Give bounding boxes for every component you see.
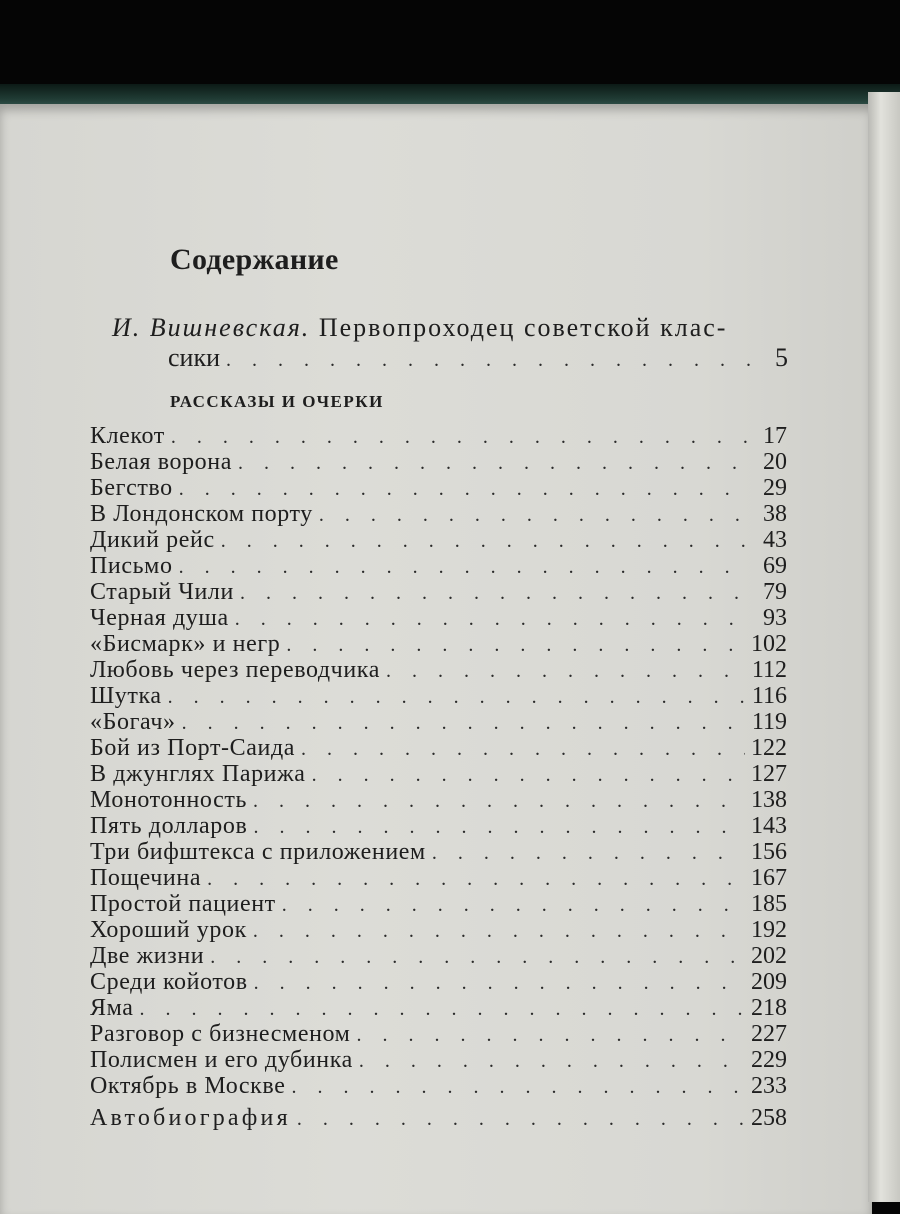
entry-title: В Лондонском порту: [90, 501, 313, 527]
leader-dots: [356, 1022, 745, 1048]
entry-title: Автобиография: [90, 1105, 291, 1131]
entry-page-number: 102: [751, 631, 787, 657]
entry-title: Среди койотов: [90, 969, 248, 995]
leader-dots: [291, 1074, 745, 1100]
entry-page-number: 112: [751, 657, 787, 683]
entry-title: Клекот: [90, 423, 165, 449]
entry-page-number: 69: [763, 553, 787, 579]
entry-title: «Бисмарк» и негр: [90, 631, 281, 657]
entry-page-number: 143: [751, 813, 787, 839]
entry-title: Хороший урок: [90, 917, 247, 943]
leader-dots: [297, 1106, 745, 1132]
toc-entry: [90, 787, 787, 813]
entry-title: Письмо: [90, 553, 173, 579]
entry-page-number: 43: [763, 527, 787, 553]
autobiography-entry: [90, 1105, 787, 1131]
entry-title: Разговор с бизнесменом: [90, 1021, 351, 1047]
intro-entry-line2: [168, 343, 788, 373]
toc-entry: [90, 761, 787, 787]
entry-title: Октябрь в Москве: [90, 1073, 286, 1099]
entry-title: Белая ворона: [90, 449, 232, 475]
leader-dots: [210, 944, 745, 970]
leader-dots: [226, 349, 752, 372]
leader-dots: [432, 840, 745, 866]
entry-page-number: 258: [751, 1105, 787, 1131]
entry-page-number: 202: [751, 943, 787, 969]
toc-entry: [90, 579, 787, 605]
entry-page-number: 29: [763, 475, 787, 501]
toc-entry: [90, 813, 787, 839]
leader-dots: [282, 892, 745, 918]
toc-entry: [90, 865, 787, 891]
leader-dots: [139, 996, 745, 1022]
leader-dots: [179, 554, 751, 580]
entry-page-number: 38: [763, 501, 787, 527]
entry-page-number: 227: [751, 1021, 787, 1047]
entry-page-number: 122: [751, 735, 787, 761]
leader-dots: [182, 710, 746, 736]
leader-dots: [386, 658, 746, 684]
page-title: Содержание: [170, 243, 339, 276]
leader-dots: [253, 918, 745, 944]
entry-page-number: 167: [751, 865, 787, 891]
entry-page-number: 185: [751, 891, 787, 917]
entry-page-number: 79: [763, 579, 787, 605]
leader-dots: [253, 788, 745, 814]
leader-dots: [359, 1048, 745, 1074]
entry-title: Любовь через переводчика: [90, 657, 380, 683]
leader-dots: [221, 528, 751, 554]
intro-entry-line1: [112, 313, 788, 343]
entry-title: Три бифштекса с приложением: [90, 839, 426, 865]
section-title: РАССКАЗЫ И ОЧЕРКИ: [170, 392, 384, 411]
toc-entry: [90, 657, 787, 683]
entry-page-number: 119: [751, 709, 787, 735]
toc-entry: [90, 527, 787, 553]
entry-page-number: 233: [751, 1073, 787, 1099]
entry-title: Черная душа: [90, 605, 229, 631]
toc-entry: [90, 1021, 787, 1047]
leader-dots: [312, 762, 745, 788]
toc-entry: [90, 605, 787, 631]
entry-title: Бой из Порт-Саида: [90, 735, 296, 761]
toc-entry: [90, 709, 787, 735]
leader-dots: [207, 866, 745, 892]
leader-dots: [235, 606, 751, 632]
entry-page-number: 192: [751, 917, 787, 943]
toc-list: [90, 423, 787, 1099]
leader-dots: [253, 814, 745, 840]
leader-dots: [286, 632, 745, 658]
entry-page-number: 209: [751, 969, 787, 995]
leader-dots: [319, 502, 751, 528]
leader-dots: [238, 450, 751, 476]
entry-title: Бегство: [90, 475, 173, 501]
entry-title: Старый Чили: [90, 579, 234, 605]
entry-title: Монотонность: [90, 787, 248, 813]
toc-entry: [90, 553, 787, 579]
entry-page-number: 17: [763, 423, 787, 449]
toc-entry: [90, 501, 787, 527]
entry-title: «Богач»: [90, 709, 176, 735]
toc-entry: [90, 631, 787, 657]
entry-title: Две жизни: [90, 943, 205, 969]
intro-author: И. Вишневская.: [112, 313, 311, 342]
leader-dots: [168, 684, 746, 710]
toc-entry: [90, 423, 787, 449]
entry-page-number: 218: [751, 995, 787, 1021]
entry-title: Полисмен и его дубинка: [90, 1047, 353, 1073]
entry-page-number: 20: [763, 449, 787, 475]
leader-dots: [254, 970, 745, 996]
entry-page-number: 156: [751, 839, 787, 865]
entry-title: Пять долларов: [90, 813, 248, 839]
entry-title: Простой пациент: [90, 891, 276, 917]
entry-page-number: 93: [763, 605, 787, 631]
toc-entry: [90, 839, 787, 865]
toc-entry: [90, 475, 787, 501]
entry-title: Шутка: [90, 683, 162, 709]
toc-entry: [90, 735, 787, 761]
entry-page-number: 229: [751, 1047, 787, 1073]
toc-entry: [90, 683, 787, 709]
toc-entry: [90, 943, 787, 969]
toc-entry: [90, 917, 787, 943]
page-edge: [868, 92, 900, 1202]
entry-page-number: 116: [751, 683, 787, 709]
toc-entry: [90, 891, 787, 917]
intro-page-number: 5: [775, 343, 788, 372]
leader-dots: [301, 736, 745, 762]
leader-dots: [240, 580, 751, 606]
entry-title: Яма: [90, 995, 134, 1021]
intro-title-part2: сики: [168, 343, 220, 372]
entry-title: В джунглях Парижа: [90, 761, 306, 787]
entry-page-number: 138: [751, 787, 787, 813]
toc-entry: [90, 449, 787, 475]
leader-dots: [171, 424, 751, 450]
toc-entry: [90, 1073, 787, 1099]
intro-title-part1: Первопроходец советской клас-: [310, 313, 728, 342]
entry-title: Дикий рейс: [90, 527, 215, 553]
toc-entry: [90, 1047, 787, 1073]
toc-entry: [90, 969, 787, 995]
entry-page-number: 127: [751, 761, 787, 787]
leader-dots: [179, 476, 751, 502]
toc-entry: [90, 995, 787, 1021]
entry-title: Пощечина: [90, 865, 202, 891]
